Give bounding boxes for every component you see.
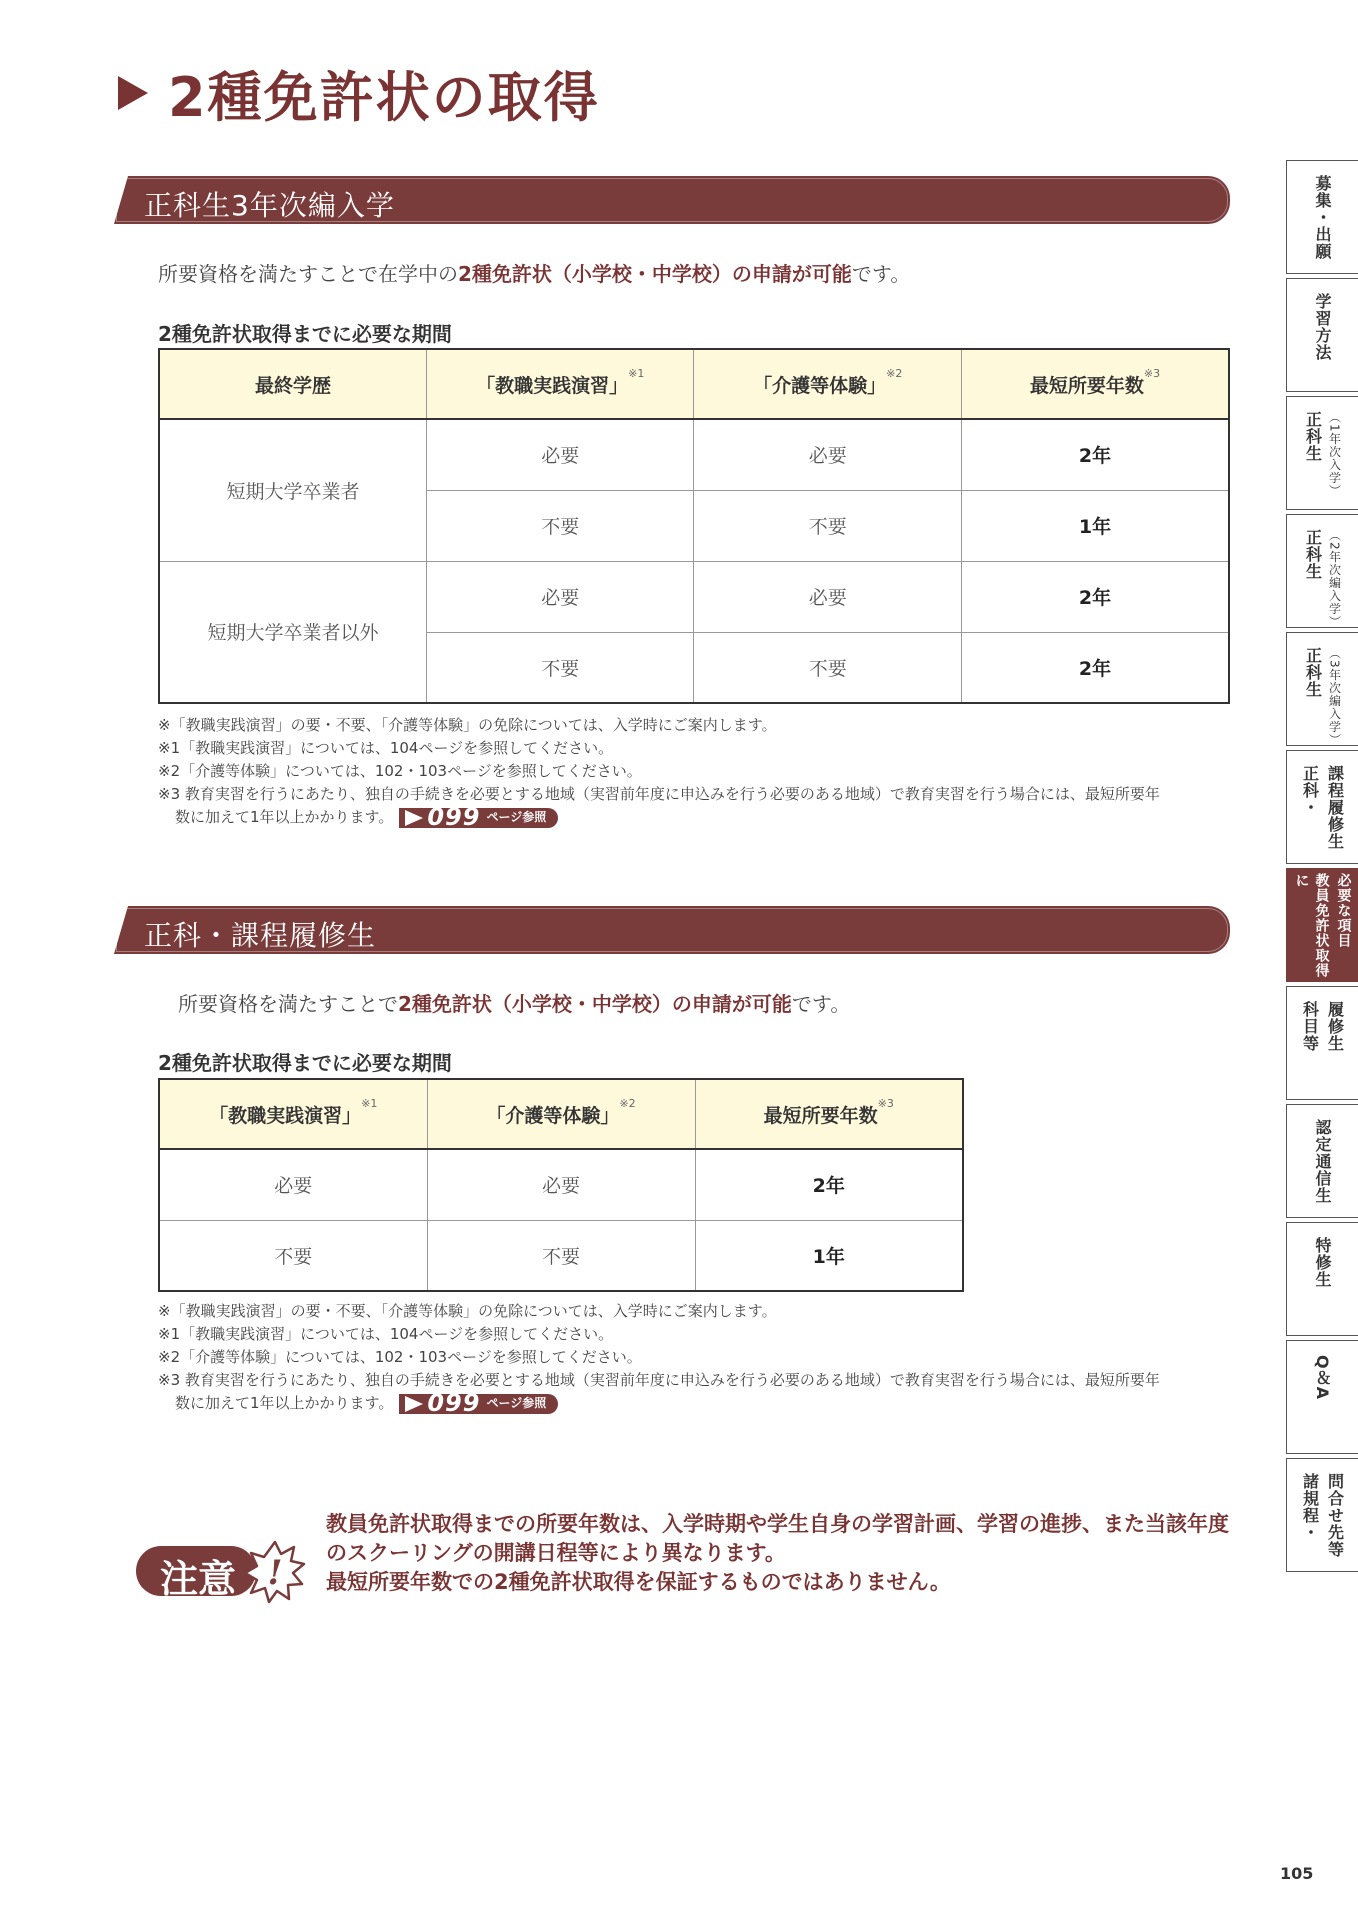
note-line-continued: 数に加えて1年以上かかります。 099 ページ参照 [158, 1392, 1238, 1415]
tab-sublabel: 必要な項目 [1335, 873, 1352, 948]
arrow-right-icon [405, 810, 423, 826]
tab-special[interactable] [1286, 1222, 1358, 1336]
section-heading-1-text: 正科生3年次編入学 [144, 189, 395, 222]
table-cell-years: 2年 [962, 561, 1230, 632]
table-cell-years: 1年 [812, 1245, 845, 1268]
table-header-row [159, 349, 1229, 419]
page-reference-link[interactable]: 099 ページ参照 [399, 808, 558, 828]
tab-label: 学習方法 [1313, 293, 1332, 361]
tab-subject-student[interactable] [1286, 986, 1358, 1100]
table-cell-years: 2年 [1078, 657, 1112, 680]
tab-recruitment[interactable] [1286, 160, 1358, 274]
section2-notes [158, 1300, 1238, 1415]
lead-text: 所要資格を満たすことで [178, 992, 398, 1016]
note-line: ※2「介護等体験」については、102・103ページを参照してください。 [158, 1348, 642, 1366]
table-row [159, 419, 1229, 490]
lead-text: 所要資格を満たすことで在学中の [158, 262, 458, 286]
lead-text-end: です。 [851, 262, 911, 286]
caution-line: 最短所要年数での2種免許状取得を保証するものではありません。 [326, 1570, 951, 1594]
table-cell-years: 1年 [962, 490, 1230, 561]
page-title [118, 58, 600, 128]
caution-badge [136, 1540, 306, 1604]
table-cell: 必要 [159, 1149, 427, 1220]
table-header: 「介護等体験」$^{※2}$ [427, 1079, 695, 1149]
table-cell: 不要 [427, 1220, 695, 1291]
note-line: ※「教職実践演習」の要・不要、「介護等体験」の免除については、入学時にご案内します。 [158, 1302, 777, 1320]
note-line: ※3 教育実習を行うにあたり、独自の手続きを必要とする地域（実習前年度に申込みを行う必要のある地域）で教育実習を行う場合には、最短所要年 [158, 1371, 1160, 1389]
tab-sublabel: （3年次編入学） [1327, 647, 1342, 747]
page-reference-link[interactable]: 099 ページ参照 [399, 1394, 558, 1414]
table-cell: 不要 [426, 632, 694, 703]
table-cell-education: 短期大学卒業者 [159, 419, 426, 561]
table-cell-years: 2年 [695, 1149, 963, 1220]
section1-lead [158, 258, 910, 287]
section2-table [158, 1078, 964, 1292]
note-line-continued: 数に加えて1年以上かかります。 099 ページ参照 [158, 806, 1238, 829]
tab-sublabel: （2年次編入学） [1327, 529, 1342, 629]
section1-subhead: 2種免許状取得までに必要な期間 [158, 322, 452, 346]
tab-sublabel: 履修生 [1325, 1001, 1345, 1052]
tab-teacher-license[interactable] [1286, 868, 1358, 982]
tab-label: 諸規程・ [1300, 1473, 1320, 1541]
tab-label: 募集・出願 [1313, 175, 1332, 260]
table-header: 最終学歴 [159, 349, 426, 419]
tab-label: 教員免許状取得に [1293, 873, 1330, 978]
tab-certified[interactable] [1286, 1104, 1358, 1218]
tab-faq[interactable] [1286, 1340, 1358, 1454]
caution-line: 教員免許状取得までの所要年数は、入学時期や学生自身の学習計画、学習の進捗、また当該年度 [326, 1512, 1229, 1536]
tab-regular-year2[interactable] [1286, 514, 1358, 628]
lead-emphasis: 2種免許状（小学校・中学校）の申請が可能 [458, 262, 852, 286]
section-heading-2-text: 正科・課程履修生 [144, 919, 377, 952]
tab-regular-year3[interactable] [1286, 632, 1358, 746]
page-title-text: 2種免許状の取得 [168, 65, 600, 129]
caution-text [326, 1510, 1256, 1597]
table-row [159, 561, 1229, 632]
tab-label: 科目等 [1300, 1001, 1320, 1052]
exclamation-mark: ! [267, 1553, 283, 1593]
tab-sublabel: （1年次入学） [1327, 411, 1342, 498]
index-tabs [1286, 160, 1358, 1576]
tab-label: 正科・ [1300, 765, 1320, 816]
tab-label: 特修生 [1313, 1237, 1332, 1288]
section-heading-1 [114, 176, 1230, 224]
tab-regulations[interactable] [1286, 1458, 1358, 1572]
exclamation-burst-icon [244, 1540, 306, 1604]
table-row [159, 1220, 963, 1291]
table-header: 「介護等体験」$^{※2}$ [694, 349, 962, 419]
tab-label: 正科生 [1303, 529, 1323, 580]
table-cell: 不要 [694, 490, 962, 561]
note-line: ※1「教職実践演習」については、104ページを参照してください。 [158, 1325, 614, 1343]
table-cell-years: 2年 [962, 419, 1230, 490]
table-header: 「教職実践演習」$^{※1}$ [426, 349, 694, 419]
table-cell: 必要 [426, 419, 694, 490]
table-cell: 必要 [694, 561, 962, 632]
table-row [159, 1149, 963, 1220]
tab-label: Q＆A [1313, 1355, 1332, 1400]
lead-emphasis: 2種免許状（小学校・中学校）の申請が可能 [398, 992, 792, 1016]
tab-label: 正科生 [1303, 411, 1323, 462]
arrow-right-icon [405, 1396, 423, 1412]
section2-subhead: 2種免許状取得までに必要な期間 [158, 1051, 452, 1075]
section2-lead [178, 988, 850, 1017]
tab-label: 正科生 [1303, 647, 1323, 698]
tab-course-student[interactable] [1286, 750, 1358, 864]
table-cell: 必要 [694, 419, 962, 490]
table-cell-education: 短期大学卒業者以外 [159, 561, 426, 703]
table-header: 最短所要年数$^{※3}$ [695, 1079, 963, 1149]
note-line: ※1「教職実践演習」については、104ページを参照してください。 [158, 739, 614, 757]
lead-text-end: です。 [791, 992, 851, 1016]
triangle-bullet-icon [118, 76, 148, 110]
note-line: ※2「介護等体験」については、102・103ページを参照してください。 [158, 762, 642, 780]
table-header: 「教職実践演習」$^{※1}$ [159, 1079, 427, 1149]
tab-study-method[interactable] [1286, 278, 1358, 392]
caution-line: のスクーリングの開講日程等により異なります。 [326, 1541, 786, 1565]
section1-notes [158, 714, 1238, 829]
page-number: 105 [1280, 1864, 1314, 1883]
tab-regular-year1[interactable] [1286, 396, 1358, 510]
table-header: 最短所要年数$^{※3}$ [962, 349, 1230, 419]
tab-sublabel: 課程履修生 [1325, 765, 1345, 850]
caution-label: 注意 [160, 1557, 237, 1601]
note-line: ※3 教育実習を行うにあたり、独自の手続きを必要とする地域（実習前年度に申込みを行う必要のある地域）で教育実習を行う場合には、最短所要年 [158, 785, 1160, 803]
table-header-row [159, 1079, 963, 1149]
table-cell: 不要 [694, 632, 962, 703]
section-heading-2 [114, 906, 1230, 954]
tab-sublabel: 問合せ先等 [1325, 1473, 1345, 1558]
table-cell: 必要 [426, 561, 694, 632]
tab-label: 認定通信生 [1313, 1119, 1332, 1204]
table-cell: 不要 [159, 1220, 427, 1291]
table-cell: 必要 [427, 1149, 695, 1220]
note-line: ※「教職実践演習」の要・不要、「介護等体験」の免除については、入学時にご案内します。 [158, 716, 777, 734]
section1-table [158, 348, 1230, 704]
table-cell: 不要 [426, 490, 694, 561]
